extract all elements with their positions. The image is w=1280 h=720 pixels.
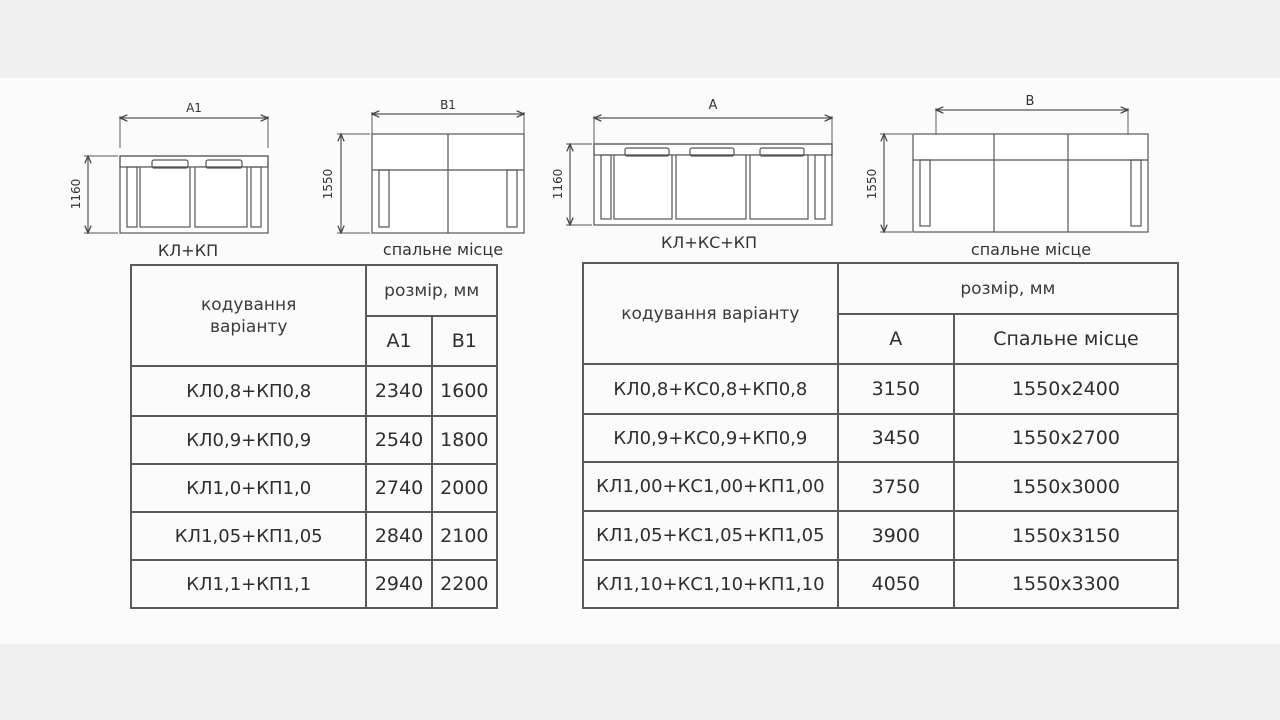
dim-b-label: B [1025, 94, 1035, 109]
b1-cell: 2100 [432, 512, 497, 560]
a1-cell: 2340 [366, 366, 431, 416]
a-cell: 3900 [838, 511, 954, 560]
col-sleep-place: Спальне місце [954, 314, 1178, 364]
b1-cell: 1800 [432, 416, 497, 464]
code-cell: КЛ1,10+КС1,10+КП1,10 [583, 560, 838, 608]
code-cell: КЛ1,05+КП1,05 [131, 512, 366, 560]
header-size: розмір, мм [366, 265, 497, 316]
table-row [583, 511, 1178, 560]
b1-cell: 2200 [432, 560, 497, 608]
code-cell: КЛ0,9+КС0,9+КП0,9 [583, 414, 838, 462]
a1-cell: 2840 [366, 512, 431, 560]
drawing-kl-kp-sleep [337, 112, 524, 233]
code-cell: КЛ0,9+КП0,9 [131, 416, 366, 464]
dim-a1-label: A1 [186, 101, 202, 115]
table-row [583, 414, 1178, 462]
col-a1: А1 [366, 316, 431, 366]
col-a: А [838, 314, 954, 364]
caption-sleep-place: спальне місце [970, 240, 1092, 259]
code-cell: КЛ1,1+КП1,1 [131, 560, 366, 608]
code-cell: КЛ1,05+КС1,05+КП1,05 [583, 511, 838, 560]
header-code: кодування варіанту [131, 265, 366, 366]
table-row [583, 560, 1178, 608]
table-row [131, 512, 497, 560]
sleep-cell: 1550x3150 [954, 511, 1178, 560]
caption-kl-kp: КЛ+КП [157, 241, 219, 260]
b1-cell: 2000 [432, 464, 497, 512]
dim-height-label: 1160 [551, 168, 565, 200]
dim-height-label: 1550 [321, 168, 335, 200]
caption-kl-kc-kp: КЛ+КС+КП [660, 233, 758, 252]
table-row [131, 366, 497, 416]
dim-a-label: A [708, 98, 718, 113]
col-b1: В1 [432, 316, 497, 366]
dim-b1-label: B1 [440, 98, 456, 112]
header-code: кодування варіанту [583, 263, 838, 364]
code-cell: КЛ1,0+КП1,0 [131, 464, 366, 512]
caption-sleep-place: спальне місце [382, 240, 504, 259]
a-cell: 4050 [838, 560, 954, 608]
sleep-cell: 1550x3000 [954, 462, 1178, 511]
a-cell: 3150 [838, 364, 954, 414]
table-row [131, 416, 497, 464]
spec-sheet [0, 78, 1280, 644]
drawing-kl-kp [84, 116, 268, 233]
table-row [583, 364, 1178, 414]
sleep-cell: 1550x2400 [954, 364, 1178, 414]
a1-cell: 2940 [366, 560, 431, 608]
a1-cell: 2540 [366, 416, 431, 464]
size-table-two-piece [130, 264, 498, 609]
dim-height-label: 1550 [865, 168, 879, 200]
a1-cell: 2740 [366, 464, 431, 512]
drawing-kl-kc-kp [566, 116, 832, 225]
code-cell: КЛ1,00+КС1,00+КП1,00 [583, 462, 838, 511]
a-cell: 3750 [838, 462, 954, 511]
header-size: розмір, мм [838, 263, 1178, 314]
a-cell: 3450 [838, 414, 954, 462]
b1-cell: 1600 [432, 366, 497, 416]
sleep-cell: 1550x3300 [954, 560, 1178, 608]
code-cell: КЛ0,8+КП0,8 [131, 366, 366, 416]
table-row [583, 462, 1178, 511]
sleep-cell: 1550x2700 [954, 414, 1178, 462]
table-row [131, 464, 497, 512]
dim-height-label: 1160 [69, 178, 83, 210]
table-row [131, 560, 497, 608]
size-table-three-piece [582, 262, 1179, 609]
drawing-kl-kc-kp-sleep [880, 108, 1148, 232]
code-cell: КЛ0,8+КС0,8+КП0,8 [583, 364, 838, 414]
